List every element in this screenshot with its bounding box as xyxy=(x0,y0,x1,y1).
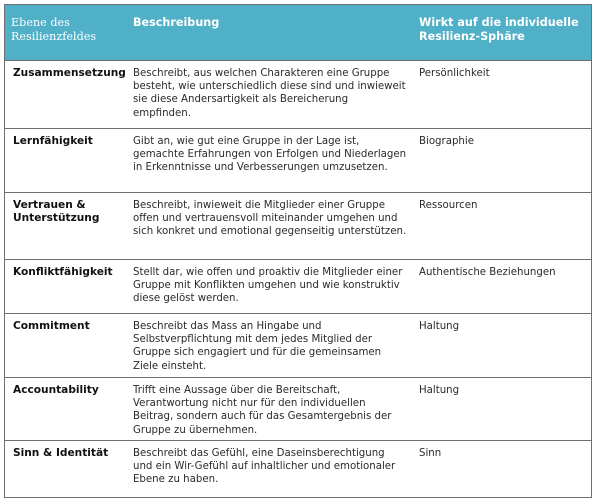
level-cell: Commitment xyxy=(5,313,127,377)
level-cell: Accountability xyxy=(5,377,127,440)
table-row xyxy=(5,192,591,259)
header-level: Ebene des Resilienzfeldes xyxy=(11,16,97,43)
table-row xyxy=(5,128,591,192)
table-row xyxy=(5,60,591,128)
level-cell: Konfliktfähigkeit xyxy=(5,259,127,313)
table-row xyxy=(5,440,591,498)
sphere-cell: Haltung xyxy=(413,377,591,440)
sphere-cell: Ressourcen xyxy=(413,192,591,259)
description-cell: Beschreibt, aus welchen Charakteren eine Gruppe besteht, wie unterschiedlich diese sind und inwieweit sie diese Andersartigkeit als Bereicherung empfinden. xyxy=(127,60,413,128)
sphere-cell: Haltung xyxy=(413,313,591,377)
table-header xyxy=(5,5,591,60)
description-cell: Beschreibt das Mass an Hingabe und Selbstverpflichtung mit dem jedes Mitglied der Gruppe sich engagiert und für die gemeinsamen Ziele einsteht. xyxy=(127,313,413,377)
description-cell: Trifft eine Aussage über die Bereitschaft, Verantwortung nicht nur für den individuellen Beitrag, sondern auch für das Gesamtergebnis der Gruppe zu übernehmen. xyxy=(127,377,413,440)
resilience-table xyxy=(5,5,591,498)
level-cell: Lernfähigkeit xyxy=(5,128,127,192)
description-cell: Gibt an, wie gut eine Gruppe in der Lage ist, gemachte Erfahrungen von Erfolgen und Niederlagen in Erkenntnisse und Verbesserungen umzusetzen. xyxy=(127,128,413,192)
sphere-cell: Persönlichkeit xyxy=(413,60,591,128)
table-row xyxy=(5,259,591,313)
header-description: Beschreibung xyxy=(133,16,220,29)
header-sphere: Wirkt auf die individuelle Resilienz-Sphäre xyxy=(419,16,579,43)
sphere-cell: Authentische Beziehungen xyxy=(413,259,591,313)
description-cell: Stellt dar, wie offen und proaktiv die Mitglieder einer Gruppe mit Konflikten umgehen und wie konstruktiv diese gelöst werden. xyxy=(127,259,413,313)
level-cell: Vertrauen & Unterstützung xyxy=(5,192,127,259)
table-row xyxy=(5,377,591,440)
description-cell: Beschreibt, inwieweit die Mitglieder einer Gruppe offen und vertrauensvoll miteinander umgehen und sich konkret und emotional gegenseitig unterstützen. xyxy=(127,192,413,259)
table-row xyxy=(5,313,591,377)
description-cell: Beschreibt das Gefühl, eine Daseinsberechtigung und ein Wir-Gefühl auf inhaltlicher und emotionaler Ebene zu haben. xyxy=(127,440,413,498)
level-cell: Sinn & Identität xyxy=(5,440,127,498)
table-body xyxy=(5,60,591,498)
header-row xyxy=(5,5,591,60)
level-cell: Zusammensetzung xyxy=(5,60,127,128)
sphere-cell: Sinn xyxy=(413,440,591,498)
resilience-table-container xyxy=(4,4,592,498)
sphere-cell: Biographie xyxy=(413,128,591,192)
